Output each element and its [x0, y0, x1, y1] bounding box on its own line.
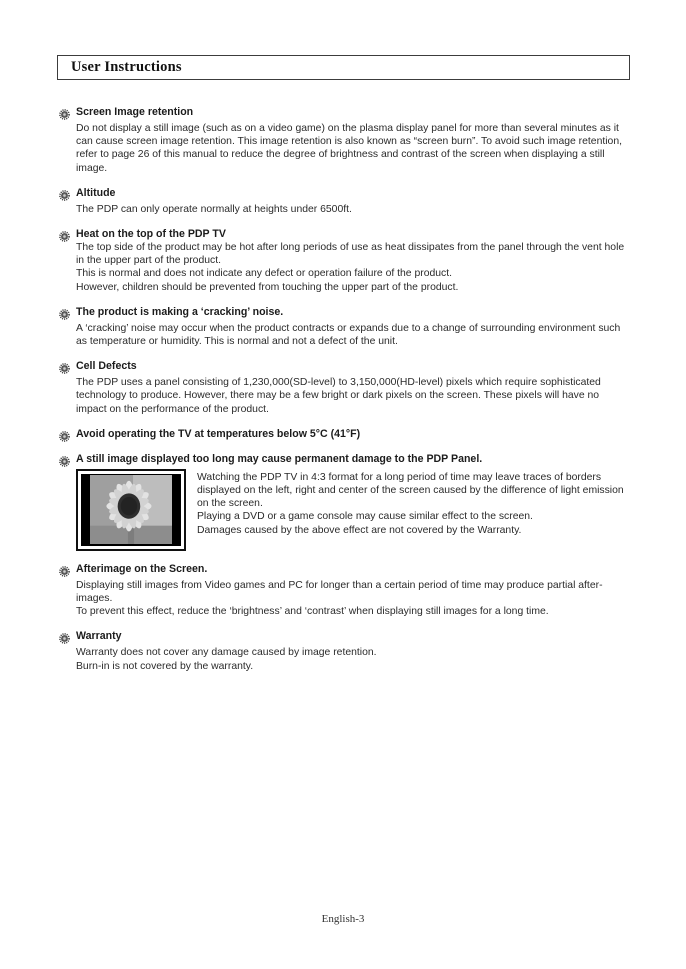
instructions-list: [59, 106, 625, 685]
section-title: Altitude: [76, 186, 116, 199]
tv-screen: [81, 474, 181, 546]
section-paragraph: The PDP uses a panel consisting of 1,230,000(SD-level) to 3,150,000(HD-level) pixels which require sophisticated technology to produce. However, there may be a few bright or dark pixels on the screen. These pixels will have no impact on the performance of the product.: [76, 377, 601, 415]
gear-bullet-icon: [59, 361, 70, 372]
section-title: Screen Image retention: [76, 106, 194, 118]
section-title: The product is making a ‘cracking’ noise.: [76, 305, 284, 318]
section-paragraph: Damages caused by the above effect are not covered by the Warranty.: [197, 524, 522, 536]
gear-bullet-icon: [59, 454, 70, 465]
section-paragraph: The top side of the product may be hot after long periods of use as heat dissipates from the panel through the vent hole in the upper part of the product.: [76, 242, 625, 267]
gear-bullet-icon: [59, 229, 70, 240]
section-title: Avoid operating the TV at temperatures below 5°C (41°F): [76, 427, 361, 440]
section-still-image-damage: [59, 453, 625, 551]
section-cracking-noise: [59, 306, 625, 348]
tv-pillarbox-figure: [76, 469, 186, 551]
section-avoid-low-temperature: [59, 428, 625, 441]
page-title-box: [57, 55, 630, 80]
section-paragraph: Warranty does not cover any damage caused by image retention.: [76, 647, 377, 659]
section-paragraph: However, children should be prevented from touching the upper part of the product.: [76, 281, 459, 293]
section-paragraph: The PDP can only operate normally at heights under 6500ft.: [76, 203, 352, 215]
section-paragraph: Burn-in is not covered by the warranty.: [76, 660, 254, 672]
section-title: Warranty: [76, 630, 122, 643]
section-paragraph: This is normal and does not indicate any defect or operation failure of the product.: [76, 268, 453, 280]
gear-bullet-icon: [59, 631, 70, 642]
section-paragraph: Watching the PDP TV in 4:3 format for a long period of time may leave traces of borders displayed on the left, right and center of the screen caused by the difference of light emission on the screen.: [197, 471, 624, 510]
section-paragraph: Displaying still images from Video games and PC for longer than a certain period of time may produce partial after-images.: [76, 579, 603, 605]
page-number: English-3: [321, 913, 365, 925]
section-cell-defects: [59, 360, 625, 416]
gear-bullet-icon: [59, 307, 70, 318]
section-afterimage: [59, 563, 625, 619]
section-paragraph: Do not display a still image (such as on a video game) on the plasma display panel for more than several minutes as it can cause screen image retention. This image retention is also known as “screen burn”. To avoid such image retention, refer to page 26 of this manual to reduce the degree of brightness and contrast of the screen when displaying a still image.: [76, 123, 622, 174]
section-paragraph: A ‘cracking’ noise may occur when the product contracts or expands due to a change of surrounding environment such as temperature or humidity. This is normal and not a defect of the unit.: [76, 322, 621, 348]
section-screen-image-retention: [59, 106, 625, 175]
gear-bullet-icon: [59, 429, 70, 440]
gear-bullet-icon: [59, 564, 70, 575]
page-title: User Instructions: [71, 59, 182, 75]
section-title: Afterimage on the Screen.: [76, 562, 208, 575]
gear-bullet-icon: [59, 188, 70, 199]
section-warranty: [59, 630, 625, 672]
section-title: Cell Defects: [76, 360, 137, 373]
section-paragraph: To prevent this effect, reduce the ‘brightness’ and ‘contrast’ when displaying still images for a long time.: [76, 606, 549, 618]
section-paragraph: Playing a DVD or a game console may cause similar effect to the screen.: [197, 511, 533, 523]
section-altitude: [59, 187, 625, 216]
section-title: A still image displayed too long may cause permanent damage to the PDP Panel.: [76, 452, 483, 465]
section-heat-on-top: [59, 228, 625, 294]
gear-bullet-icon: [59, 107, 70, 118]
sunflower-photo: [90, 475, 172, 544]
section-title: Heat on the top of the PDP TV: [76, 228, 226, 241]
